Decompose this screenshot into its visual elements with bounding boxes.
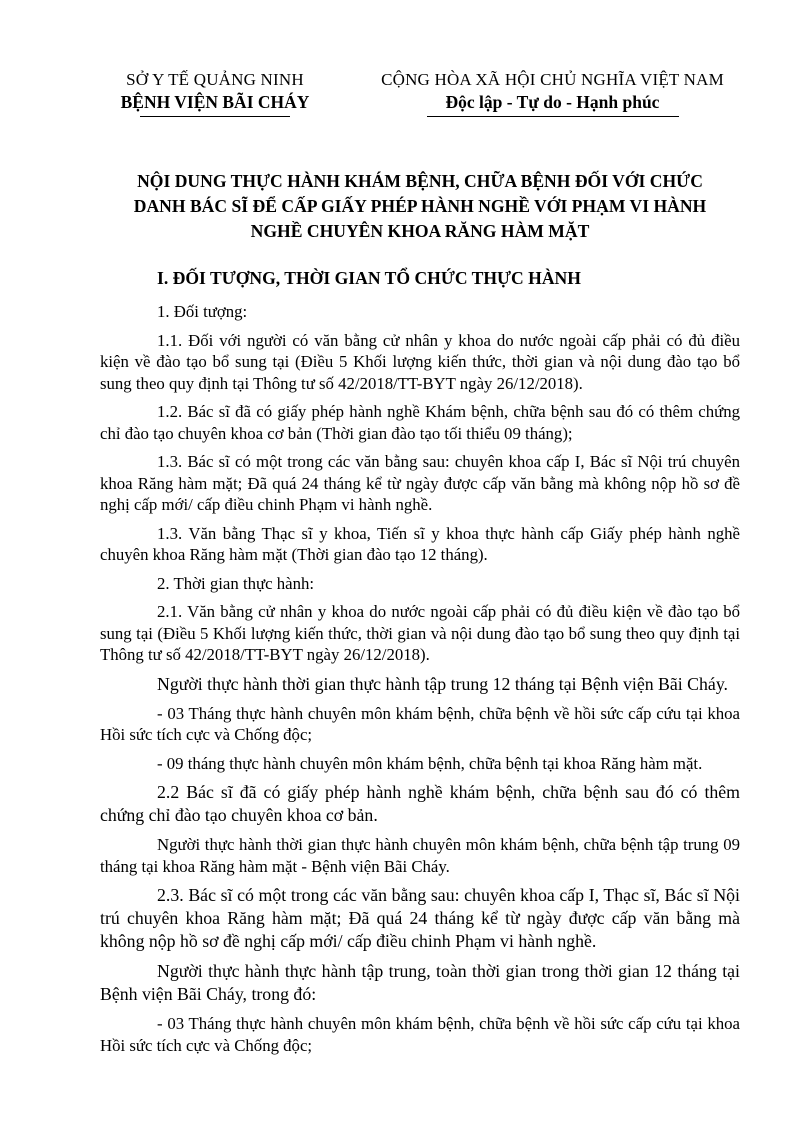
paragraph-2-1-item-03-thang: - 03 Tháng thực hành chuyên môn khám bệnh, chữa bệnh về hồi sức cấp cứu tại khoa Hồi sức tích cực và Chống độc;: [100, 703, 740, 744]
paragraph-1-3a: 1.3. Bác sĩ có một trong các văn bằng sau: chuyên khoa cấp I, Bác sĩ Nội trú chuyên khoa Răng hàm mặt; Đã quá 24 tháng kể từ ngày được cấp văn bằng mà không nộp hồ sơ đề nghị cấp mới/ cấp điều chinh Phạm vi hành nghề.: [100, 452, 740, 514]
document-title-line-2: DANH BÁC SĨ ĐỂ CẤP GIẤY PHÉP HÀNH NGHỀ VỚI PHẠM VI HÀNH: [133, 196, 707, 216]
document-title: [100, 169, 740, 244]
hospital-name: BỆNH VIỆN BÃI CHÁY: [120, 92, 310, 112]
national-motto: Độc lập - Tự do - Hạnh phúc: [445, 92, 660, 112]
national-motto-underline: [427, 116, 679, 117]
document-title-line-3: NGHỀ CHUYÊN KHOA RĂNG HÀM MẶT: [250, 221, 590, 241]
paragraph-2-2-note: Người thực hành thời gian thực hành chuyên môn khám bệnh, chữa bệnh tập trung 09 tháng tại khoa Răng hàm mặt - Bệnh viện Bãi Cháy.: [100, 835, 740, 876]
paragraph-1-doi-tuong: 1. Đối tượng:: [157, 302, 248, 321]
agency-parent-name: SỞ Y TẾ QUẢNG NINH: [126, 70, 304, 89]
paragraph-2-3-item-03-thang: - 03 Tháng thực hành chuyên môn khám bệnh, chữa bệnh về hồi sức cấp cứu tại khoa Hồi sức tích cực và Chống độc;: [100, 1014, 740, 1055]
national-header-block: [365, 70, 740, 117]
paragraph-1-1: 1.1. Đối với người có văn bằng cử nhân y khoa do nước ngoài cấp phải có đủ điều kiện về đào tạo bổ sung tại (Điều 5 Khối lượng kiến thức, thời gian và nội dung đào tạo bổ sung theo quy định tại Thông tư số 42/2018/TT-BYT ngày 26/12/2018).: [100, 330, 740, 393]
paragraph-2-1-item-09-thang: - 09 tháng thực hành chuyên môn khám bệnh, chữa bệnh tại khoa Răng hàm mặt.: [157, 753, 703, 773]
paragraph-2-3-note: Người thực hành thực hành tập trung, toàn thời gian trong thời gian 12 tháng tại Bệnh viện Bãi Cháy, trong đó:: [100, 961, 740, 1004]
document-body: [100, 301, 740, 1056]
document-header: [100, 70, 740, 117]
paragraph-1-2: 1.2. Bác sĩ đã có giấy phép hành nghề Khám bệnh, chữa bệnh sau đó có thêm chứng chỉ đào tạo chuyên khoa cơ bản (Thời gian đào tạo tối thiểu 09 tháng);: [100, 402, 740, 443]
national-title: CỘNG HÒA XÃ HỘI CHỦ NGHĨA VIỆT NAM: [381, 70, 724, 89]
section-1-heading: I. ĐỐI TƯỢNG, THỜI GIAN TỔ CHỨC THỰC HÀNH: [157, 268, 581, 288]
paragraph-2-3: 2.3. Bác sĩ có một trong các văn bằng sau: chuyên khoa cấp I, Thạc sĩ, Bác sĩ Nội trú chuyên khoa Răng hàm mặt; Đã quá 24 tháng kể từ ngày được cấp văn bằng mà không nộp hồ sơ đề nghị cấp mới/ cấp điều chinh Phạm vi hành nghề.: [100, 885, 740, 951]
hospital-name-underline: [140, 116, 290, 117]
issuing-agency-block: [95, 70, 335, 117]
document-title-line-1: NỘI DUNG THỰC HÀNH KHÁM BỆNH, CHỮA BỆNH ĐỐI VỚI CHỨC: [137, 171, 703, 191]
paragraph-2-1: 2.1. Văn bằng cử nhân y khoa do nước ngoài cấp phải có đủ điều kiện về đào tạo bổ sung tại (Điều 5 Khối lượng kiến thức, thời gian và nội dung đào tạo bổ sung theo quy định tại Thông tư số 42/2018/TT-BYT ngày 26/12/2018).: [100, 602, 740, 664]
paragraph-2-1-note: Người thực hành thời gian thực hành tập trung 12 tháng tại Bệnh viện Bãi Cháy.: [157, 673, 729, 694]
paragraph-2-2: 2.2 Bác sĩ đã có giấy phép hành nghề khám bệnh, chữa bệnh sau đó có thêm chứng chỉ đào tạo chuyên khoa cơ bản.: [100, 782, 740, 825]
paragraph-2-thoi-gian: 2. Thời gian thực hành:: [157, 573, 315, 593]
paragraph-1-3b: 1.3. Văn bằng Thạc sĩ y khoa, Tiến sĩ y khoa thực hành cấp Giấy phép hành nghề chuyên khoa Răng hàm mặt (Thời gian đào tạo 12 tháng).: [100, 523, 740, 564]
